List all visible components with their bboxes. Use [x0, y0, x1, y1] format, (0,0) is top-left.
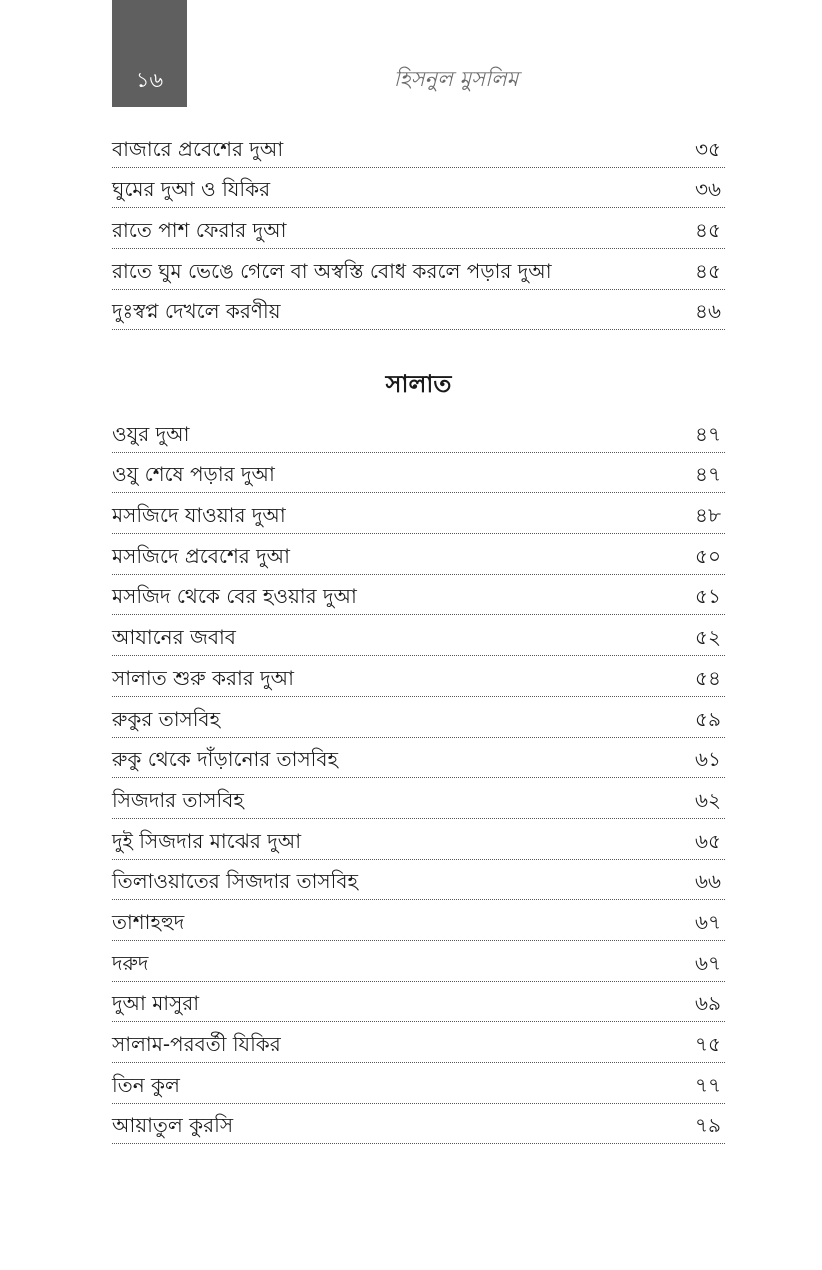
toc-entry-title: বাজারে প্রবেশের দুআ — [112, 136, 284, 161]
toc-list-before — [112, 127, 725, 330]
toc-entry-title: দুই সিজদার মাঝের দুআ — [112, 828, 302, 853]
toc-entry — [112, 453, 725, 494]
toc-entry — [112, 249, 725, 290]
toc-entry-title: ওযু শেষে পড়ার দুআ — [112, 462, 275, 487]
toc-entry-page-number: ৪৫ — [695, 218, 721, 243]
toc-entry — [112, 534, 725, 575]
toc-entry-page-number: ৪৫ — [695, 258, 721, 283]
toc-entry — [112, 656, 725, 697]
toc-entry-page-number: ৬৬ — [694, 869, 721, 894]
toc-entry-title: মসজিদে প্রবেশের দুআ — [112, 543, 290, 568]
toc-entry-page-number: ৭৫ — [695, 1032, 721, 1056]
toc-entry-page-number: ৭৯ — [695, 1113, 721, 1138]
toc-entry-page-number: ৭৭ — [694, 1072, 721, 1097]
toc-entry — [112, 697, 725, 738]
toc-entry-title: মসজিদে যাওয়ার দুআ — [112, 503, 286, 528]
toc-entry-title: রাতে পাশ ফেরার দুআ — [112, 218, 287, 243]
toc-entry-title: মসজিদ থেকে বের হওয়ার দুআ — [112, 584, 357, 609]
toc-entry-page-number: ৪৬ — [695, 299, 721, 324]
toc-entry-title: ওযুর দুআ — [112, 421, 190, 446]
toc-entry-title: আযানের জবাব — [112, 625, 236, 650]
toc-entry — [112, 168, 725, 209]
toc-entry — [112, 127, 725, 168]
toc-entry-title: রুকু থেকে দাঁড়ানোর তাসবিহ — [112, 747, 339, 772]
toc-entry — [112, 208, 725, 249]
toc-entry — [112, 860, 725, 901]
toc-entry-title: সালাত শুরু করার দুআ — [112, 665, 294, 690]
toc-entry-page-number: ৬১ — [695, 747, 721, 772]
toc-entry-page-number: ৬২ — [694, 787, 721, 812]
toc-entry-title: তিলাওয়াতের সিজদার তাসবিহ — [112, 869, 359, 894]
toc-list-salat — [112, 412, 725, 1144]
toc-entry — [112, 819, 725, 860]
toc-entry-title: তাশাহহুদ — [112, 909, 185, 934]
toc-entry-page-number: ৬৭ — [694, 909, 721, 934]
section-heading: সালাত — [385, 370, 452, 398]
toc-entry-title: ঘুমের দুআ ও যিকির — [112, 177, 271, 202]
toc-entry-page-number: ৫১ — [695, 584, 721, 609]
toc-entry-title: রুকুর তাসবিহ — [112, 706, 221, 731]
page-number: ১৬ — [135, 68, 164, 92]
toc-entry-page-number: ৩৬ — [694, 177, 721, 202]
toc-entry — [112, 1022, 725, 1063]
toc-entry-page-number: ৪৭ — [695, 462, 721, 487]
toc-entry — [112, 1104, 725, 1145]
toc-entry — [112, 900, 725, 941]
toc-entry-title: দরুদ — [112, 950, 149, 975]
toc-entry-title: সিজদার তাসবিহ — [112, 787, 244, 812]
toc-entry — [112, 941, 725, 982]
toc-entry-page-number: ৬৭ — [694, 950, 721, 975]
toc-entry-page-number: ৫৯ — [695, 706, 721, 731]
toc-entry-title: রাতে ঘুম ভেঙে গেলে বা অস্বস্তি বোধ করলে পড়ার দুআ — [112, 258, 552, 283]
toc-entry-page-number: ৪৮ — [695, 503, 721, 528]
toc-entry — [112, 493, 725, 534]
running-header-title: হিসনুল মুসলিম — [393, 67, 519, 91]
toc-entry — [112, 982, 725, 1023]
toc-entry-page-number: ৫২ — [695, 625, 721, 650]
toc-entry — [112, 412, 725, 453]
toc-entry-page-number: ৫০ — [695, 543, 721, 568]
toc-entry-title: তিন কুল — [112, 1072, 180, 1097]
toc-entry-page-number: ৫৪ — [695, 665, 721, 690]
toc-entry-title: আয়াতুল কুরসি — [112, 1113, 234, 1138]
toc-entry-title: দুআ মাসুরা — [112, 991, 200, 1016]
toc-entry — [112, 1063, 725, 1104]
toc-entry — [112, 575, 725, 616]
toc-entry — [112, 290, 725, 331]
toc-entry — [112, 778, 725, 819]
toc-entry — [112, 615, 725, 656]
toc-entry-page-number: ৬৫ — [695, 828, 721, 853]
toc-entry — [112, 738, 725, 779]
toc-entry-title: দুঃস্বপ্ন দেখলে করণীয় — [112, 299, 281, 324]
toc-entry-page-number: ৩৫ — [695, 136, 721, 161]
toc-entry-title: সালাম-পরবর্তী যিকির — [112, 1032, 281, 1056]
toc-entry-page-number: ৬৯ — [695, 991, 721, 1016]
toc-entry-page-number: ৪৭ — [695, 421, 721, 446]
